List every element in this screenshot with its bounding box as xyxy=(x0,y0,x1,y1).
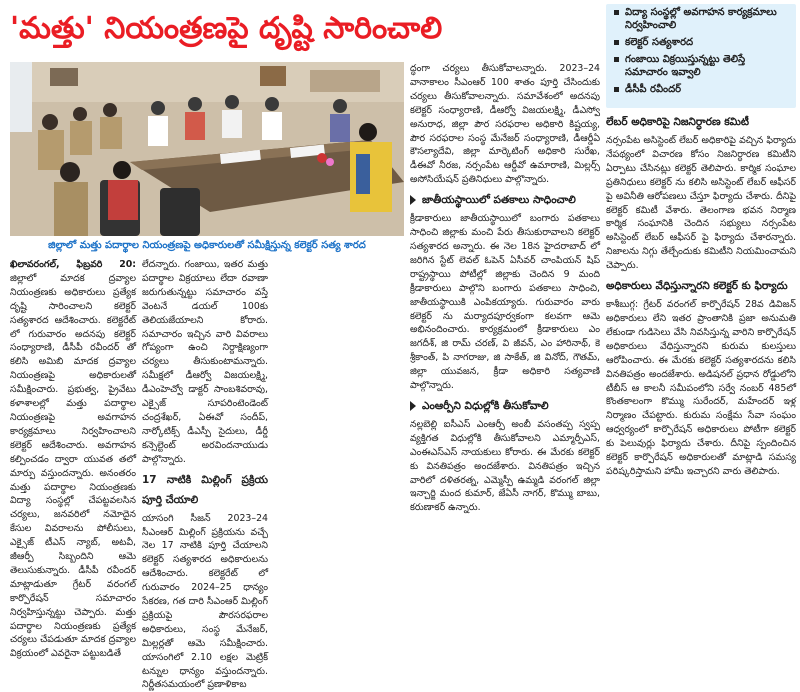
triangle-bullet-icon xyxy=(410,401,416,411)
meeting-photo xyxy=(10,62,404,236)
subheading: అధికారులు వేధిస్తున్నారని కలెక్టర్ కు ఫిర్యాదు xyxy=(606,280,788,293)
article-body: క్రీడాకారులు జాతీయస్థాయిలో బంగారు పతకాలు సాధించి జిల్లాకు మంచి పేరు తీసుకురావాలని కలెక్టర్ సత్యశారద అన్నారు. ఈ నెల 18న హైదరాబాద్ లో జరిగిన స్టేట్ లెవల్ ఓపెన్ ఏసీవర్ చాంపియన్ షిప్ రాష్ట్రస్థాయి పోటీల్లో జిల్లాకు చెందిన 9 మంది క్రీడాకారులు పాల్గొని బంగారు పతకాలు సాధించి, జాతీయస్థాయికి ఎంపికయ్యారు. గురువారం వారు కలెక్టర్ ను మర్యాదపూర్వకంగా కలవగా ఆమె అభినందించారు. కార్యక్రమంలో క్రీడాకారులు ఎం జగదీశ్, జి రామ్ చరణ్, వి జీవన్, ఎం హారినాథ్, కె శ్రీకాంత్, పి నాగరాజు, జి సాకేత్, జి వినోద్, గౌతమ్, జిల్లా యువజన, క్రీడా అధికారి సత్యవాణి పాల్గొన్నారు. xyxy=(410,213,600,392)
article-column-3 xyxy=(410,62,600,530)
bullet-icon xyxy=(614,40,619,45)
bullet-icon xyxy=(614,10,619,15)
subheading: 17 నాటికి మిల్లింగ్ ప్రక్రియ పూర్తి చేయాలి xyxy=(142,473,268,506)
subheading: జాతీయస్థాయిలో పతకాలు సాధించాలి xyxy=(410,190,600,210)
highlight-item: గంజాయి విక్రయిస్తున్నట్టు తెలిస్తే సమాచారం ఇవ్వాలి xyxy=(614,53,790,79)
article-body: జిల్లాలో మాదక ద్రవ్యాల నియంత్రణకు అధికారులు ప్రత్యేక దృష్టి సారించాలని కలెక్టర్ సత్యశారద ఆదేశించారు. కలెక్టరేట్ లో గురువారం అదనపు కలెక్టర్ సంధ్యారాణి, డీసీపీ రవీందర్ తో కలిసి అమిబి మాదక ద్రవ్యాల నియంత్రణపై అధికారులతో సమీక్షించారు. ప్రభుత్వ, ప్రైవేటు కళాశాలల్లో మత్తు పదార్థాల నియంత్రణపై అవగాహన కార్యక్రమాలు నిర్వహించాలని కలెక్టర్ ఆదేశించారు. అవగాహన కల్పించడం ద్వారా యువత తలో మార్పు వస్తుందన్నారు. అనంతరం మత్తు పదార్థాల నియంత్రణకు విద్యా సంస్థల్లో చేపట్టవలసిన చర్యలు, జనవరిలో నమోదైన కేసుల వివరాలను పోలీసులు, ఎక్సైజ్ టీఎస్ న్యాబ్, అటవీ, జీఆర్పీ సిబ్బందిని ఆమె తెలుసుకున్నారు. డీసీపీ రవీందర్ మాట్లాడుతూ గ్రేటర్ వరంగల్ కార్పొరేషన్ సమాచారం నిర్వహిస్తున్నట్టు చెప్పారు. మత్తు పదార్థాల నియంత్రణకు ప్రత్యేక చర్యలు చేపడుతూ మాదక ద్రవ్యాల విక్రయంలో ఎవరైనా పట్టుబడితే xyxy=(10,272,136,660)
article-body: యాసంగి సీజన్ 2023–24 సీఎంఆర్ మిల్లింగ్ ప్రక్రియను వచ్చే నెల 17 నాటికి పూర్తి చేయాలని కలెక్టర్ సత్యశారద అధికారులను ఆదేశించారు. కలెక్టరేట్ లో గురువారం 2024–25 ధాన్యం సేకరణ, గత దారి సీఎంఆర్ మిల్లింగ్ ప్రక్రియపై పౌరసరఫరాల అధికారులు, సంస్థ మేనేజర్, మిల్లర్లతో ఆమె సమీక్షించారు. యాసంగిలో 2.10 లక్షల మెట్రిక్ టన్నుల ధాన్యం వస్తుందన్నారు. నిర్ణీతసమయంలో ప్రణాళికాబ xyxy=(142,512,268,691)
dateline: ఖిలావరంగల్, ఫిబ్రవరి 20: xyxy=(10,259,136,270)
bullet-icon xyxy=(614,87,619,92)
bullet-icon xyxy=(614,57,619,62)
article-body: ద్ధంగా చర్యలు తీసుకోవాలన్నారు. 2023–24 వానాకాలం సీఎంఆర్ 100 శాతం పూర్తి చేసిందుకు చర్యలు తీసుకోవాలన్నారు. సమావేశంలో అదనపు కలెక్టర్ సంధ్యారాణి, డీఆర్వో విజయలక్ష్మి, డీఎస్వో అనురాధ, జిల్లా పౌర సరఫరాల అధికారి కిష్టయ్య, పౌర సరఫరాల సంస్థ మేనేజర్ సంధ్యారాణి, డీఆర్డీఏ కౌసల్యాదేవి, జిల్లా మార్కెటింగ్ అధికారి సురేఖ, డీఈవో నీరజ, నర్సంపేట ఆర్డీవో ఉమారాణి, మిల్లర్స్ అసోసియేషన్ ప్రతినిధులు పాల్గొన్నారు. xyxy=(410,63,600,186)
article-column-1 xyxy=(10,258,136,660)
subheading: ఎంఆర్పీని విధుల్లోకి తీసుకోవాలి xyxy=(410,396,600,416)
headline: 'మత్తు' నియంత్రణపై దృష్టి సారించాలి xyxy=(10,11,443,46)
article-body: కాశీబుగ్గ: గ్రేటర్ వరంగల్ కార్పొరేషన్ 28వ డివిజన్ అధికారులు లేని ఇతర ప్రాంతానికి ప్రజా అనుమతి లేకుండా గుడిసెలు వేసి నివసిస్తున్న వారిని కార్పొరేషన్ అధికారులు వేధిస్తున్నారని కురుమ కులస్తులు ఆరోపించారు. ఈ మేరకు కలెక్టర్ సత్యశారదను కలిసి వినతిపత్రం అందజేశారు. అడిషనల్ ప్రధాన రోడ్డులోని టీబీస్ ఆ కాలనీ సమీపంలోని సర్వే నంబర్ 485లో కొంతకాలంగా కొమ్ము సురేందర్, మహేందర్ ఇళ్ల నిర్మాణం చేపట్టారు. కురుమ సంక్షేమ సేవా సంఘం ఆధ్వర్యంలో కార్పొరేషన్ అధికారులు పోటీగా కలెక్టర్ కు పెలువుర్లు ఫిర్యాదు చేశారు. దీనిపై స్పందించిన కలెక్టర్ కార్పొరేషన్ అధికారులతో మాట్లాడి సమస్య పరిష్కరిస్తామని హామీ ఇచ్చారని వారు తెలిపారు. xyxy=(606,299,796,477)
highlight-item: కలెక్టర్ సత్యశారద xyxy=(614,36,790,49)
highlights-box xyxy=(606,4,796,108)
article-body: నల్లబెల్లి ఐసీఎస్ ఎంఆర్పీ అంబీ వసంతప్ప స్వప్ప వ్యక్తిగత విధుల్లోకి తీసుకోవాలని ఎమ్మార్పీఎస్, ఎంఈఎస్ఎస్ నాయకులు కోరారు. ఈ మేరకు కలెక్టర్ కు వినతిపత్రం అందజేశారు. వినతిపత్రం ఇచ్చిన వారిలో దళితరత్న, ఎమ్మెస్పీ ఉమ్మడి వరంగల్ జిల్లా ఇన్చార్జి మంద కుమార్, జేఏసీ నాగర్, కొమ్ము బాబు, కరుణాకర్ ఉన్నారు. xyxy=(410,418,600,514)
article-column-2 xyxy=(142,258,268,691)
photo-caption: జిల్లాలో మత్తు పదార్థాల నియంత్రణపై అధికారులతో సమీక్షిస్తున్న కలెక్టర్ సత్య శారద xyxy=(48,240,366,251)
article-body: నర్సంపేట అసిస్టెంట్ లేబర్ అధికారిపై వచ్చిన ఫిర్యాదు నేపథ్యంలో విచారణ కోసం నిజనిర్ధారణ కమిటీని ఏర్పాటు చేసినట్లు కలెక్టర్ తెలిపారు. కార్మిక సంఘాల ప్రతినిధులు కలెక్టర్ ను కలిసి అసిస్టెంట్ లేబర్ ఆఫీసర్ పై అవినీతి ఆరోపణలు చేస్తూ ఫిర్యాదు చేశారు. దీనిపై కలెక్టర్ కమిటీ వేశారు. తెలంగాణ భవన నిర్మాణ కార్మిక సంఘానికి చెందిన సభ్యులు నర్సంపేట అసిస్టెంట్ లేబర్ ఆఫీసర్ పై ఫిర్యాదు చేశారన్నారు. నిజాలను నిగ్గు తేల్చేందుకు కమిటీని నియమించామని చెప్పారు. xyxy=(606,135,796,272)
triangle-bullet-icon xyxy=(410,195,416,205)
article-column-4 xyxy=(606,112,796,530)
article-body: లేదన్నారు. గంజాయి, ఇతర మత్తు పదార్థాల విక్రయాలు లేదా రవాణా జరుగుతున్నట్టు సమాచారం వస్తే వెంటనే డయల్ 100కు తెలియజేయాలని కోరారు. సమాచారం ఇచ్చిన వారి వివరాలు గోప్యంగా ఉంచి నిర్దాక్షిణ్యంగా చర్యలు తీసుకుంటామన్నారు. సమీక్షలో డీఆర్వో విజయలక్ష్మి, డీఎంహెచ్వో డాక్టర్ సాంబశివరావు, ఎక్సైజ్ సూపరింటెండెంట్ చంద్రశేఖర్, ఏఈవో సందీప్, నార్కోటిక్స్ డీఎస్పీ సైదులు, డీర్డీ కన్సెల్టెంట్ అరవిందనాయుడు పాల్గొన్నారు. xyxy=(142,259,268,465)
highlight-item: డీసీపీ రవీందర్ xyxy=(614,83,790,96)
subheading: లేబర్ అధికారిపై నిజనిర్ధారణ కమిటీ xyxy=(606,116,749,128)
highlight-item: విద్యా సంస్థల్లో అవగాహన కార్యక్రమాలు నిర్వహించాలి xyxy=(614,6,790,32)
